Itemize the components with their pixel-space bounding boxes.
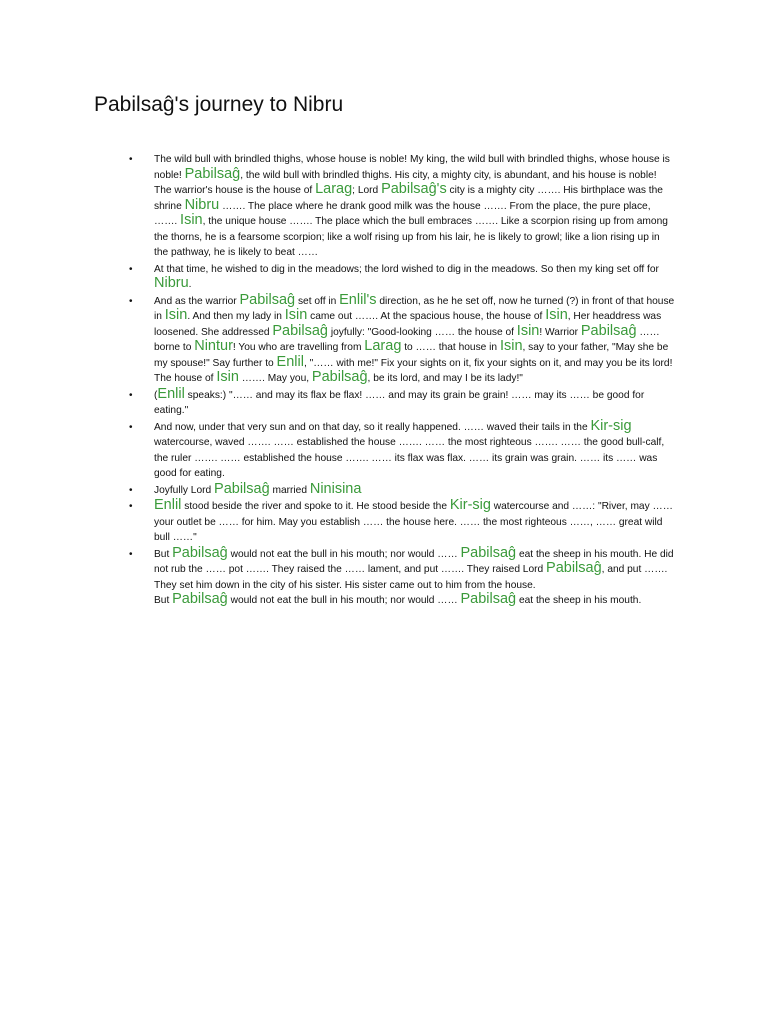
text-segment: came out ……. At the spacious house, the house of xyxy=(307,311,546,322)
proper-name: Kir-sig xyxy=(449,497,491,513)
list-item xyxy=(0,262,768,293)
bullet-marker: • xyxy=(129,295,133,307)
text-segment: But xyxy=(154,548,173,560)
proper-name: Nibru xyxy=(154,275,189,291)
bullet-marker: • xyxy=(129,501,133,512)
text-segment: , Her headdress was loosened. She addressed xyxy=(154,311,662,338)
text-segment: And now, under that very sun and on that day, so it really happened. …… waved their tails in the xyxy=(154,421,591,433)
text-segment: eat the sheep in his mouth. He did not rub the …… pot ……. They raised the …… lament, and put ……. They raised Lord xyxy=(154,548,674,575)
text-segment: , the wild bull with brindled thighs. His city, a mighty city, is abundant, and his house is noble! The warrior's house is the house of xyxy=(154,169,657,196)
text-segment: , say to your father, "May she be my spouse!" Say further to xyxy=(154,342,669,369)
proper-name: Enlil's xyxy=(339,291,377,308)
document-title: Pabilsaĝ's journey to Nibru xyxy=(94,93,344,116)
list-item xyxy=(0,385,768,419)
paragraph xyxy=(154,152,676,261)
bullet-marker: • xyxy=(129,548,133,560)
text-segment: would not eat the bull in his mouth; nor would …… xyxy=(227,548,461,560)
proper-name: Enlil xyxy=(276,353,304,370)
list-item xyxy=(0,544,768,609)
proper-name: Pabilsaĝ xyxy=(214,480,270,497)
text-segment: to …… that house in xyxy=(401,342,500,353)
bullet-marker: • xyxy=(129,154,133,165)
proper-name: Pabilsaĝ xyxy=(460,544,517,561)
text-segment: would not eat the bull in his mouth; nor would …… xyxy=(227,595,461,606)
text-segment: joyfully: "Good-looking …… the house of xyxy=(328,326,517,338)
proper-name: Ninisina xyxy=(309,480,362,497)
paragraph xyxy=(154,499,676,546)
text-segment: set off in xyxy=(295,295,340,307)
paragraph xyxy=(154,480,676,499)
text-segment: …… borne to xyxy=(154,326,660,353)
proper-name: Pabilsaĝ xyxy=(184,165,241,182)
proper-name: Isin xyxy=(284,307,308,323)
text-segment: eat the sheep in his mouth. xyxy=(516,595,642,606)
proper-name: Isin xyxy=(499,338,523,354)
proper-name: Pabilsaĝ xyxy=(311,369,368,385)
proper-name: Isin xyxy=(516,322,540,339)
paragraph xyxy=(154,417,676,482)
bullet-marker: • xyxy=(129,389,133,401)
proper-name: Pabilsaĝ xyxy=(239,291,296,308)
text-segment: ……. May you, xyxy=(238,373,312,384)
proper-name: Pabilsaĝ xyxy=(546,560,602,576)
list-item xyxy=(0,152,768,261)
text-segment: , and put ……. They set him down in the city of his sister. His sister came out to him from the house. xyxy=(154,564,668,591)
text-segment: And as the warrior xyxy=(154,295,240,307)
proper-name: Pabilsaĝ's xyxy=(381,181,447,197)
list-item xyxy=(0,480,768,499)
text-segment: , "…… with me!" Fix your sights on it, fix your sights on it, and may you be its lord! The house of xyxy=(154,357,673,384)
proper-name: Pabilsaĝ xyxy=(272,322,328,339)
text-segment: . xyxy=(188,279,192,290)
text-segment: , be its lord, and may I be its lady!" xyxy=(367,373,523,384)
text-segment: married xyxy=(269,484,310,496)
proper-name: Pabilsaĝ xyxy=(460,591,517,607)
paragraph xyxy=(154,291,676,387)
proper-name: Pabilsaĝ xyxy=(172,544,228,561)
paragraph xyxy=(154,544,676,594)
text-segment: ! Warrior xyxy=(539,326,581,338)
text-segment: speaks:) "…… and may its flax be flax! …… and may its grain be grain! …… may its …… be good for eating." xyxy=(154,389,645,416)
text-segment: , the unique house ……. The place which the bull embraces ……. Like a scorpion rising up from among the thorns, he is a fearsome scorpion; like a wolf rising up from his lair, he is likely to growl; like a lion rising up in the pathway, he is likely to beat …… xyxy=(154,216,668,258)
list-item xyxy=(0,499,768,546)
proper-name: Isin xyxy=(164,307,188,323)
proper-name: Isin xyxy=(180,212,203,228)
text-segment: Joyfully Lord xyxy=(154,484,215,496)
text-segment: At that time, he wished to dig in the meadows; the lord wished to dig in the meadows. So then my king set off for xyxy=(154,263,659,275)
bullet-marker: • xyxy=(129,263,133,275)
proper-name: Larag xyxy=(315,181,353,197)
proper-name: Pabilsaĝ xyxy=(580,322,637,339)
text-segment: ( xyxy=(154,389,158,401)
proper-name: Isin xyxy=(545,307,568,323)
bullet-list xyxy=(0,152,768,610)
bullet-marker: • xyxy=(129,484,133,496)
proper-name: Kir-sig xyxy=(590,417,632,434)
bullet-marker: • xyxy=(129,421,133,433)
proper-name: Enlil xyxy=(154,497,182,513)
text-segment: The wild bull with brindled thighs, whose house is noble! My king, the wild bull with brindled thighs, whose house is noble! xyxy=(154,154,670,181)
proper-name: Isin xyxy=(216,369,239,385)
text-segment: ! You who are travelling from xyxy=(232,342,365,353)
proper-name: Nibru xyxy=(184,196,220,213)
text-segment: ……. The place where he drank good milk was the house ……. From the place, the pure place, ……. xyxy=(154,200,651,227)
proper-name: Enlil xyxy=(157,385,185,402)
paragraph xyxy=(154,593,676,609)
proper-name: Larag xyxy=(364,338,402,354)
list-item xyxy=(0,417,768,482)
paragraph xyxy=(154,262,676,293)
text-segment: But xyxy=(154,595,173,606)
text-segment: city is a mighty city ……. His birthplace was the shrine xyxy=(154,185,663,212)
paragraph xyxy=(154,385,676,419)
text-segment: ; Lord xyxy=(352,185,382,196)
list-item xyxy=(0,291,768,387)
text-segment: direction, as he he set off, now he turned (?) in front of that house in xyxy=(154,295,675,322)
text-segment: watercourse and ……: "River, may …… your outlet be …… for him. May you establish …… the house here. …… the most righteous ……, …… great wild bull ……" xyxy=(154,501,673,543)
proper-name: Pabilsaĝ xyxy=(172,591,228,607)
text-segment: stood beside the river and spoke to it. He stood beside the xyxy=(181,501,450,512)
text-segment: watercourse, waved ……. …… established the house ……. …… the most righteous ……. …… the good bull-calf, the ruler ……. …… established the house ……. …… its flax was flax. …… its grain was grain. …… its …… was good for eating. xyxy=(154,437,665,479)
proper-name: Nintur xyxy=(194,338,233,354)
text-segment: . And then my lady in xyxy=(187,311,285,322)
